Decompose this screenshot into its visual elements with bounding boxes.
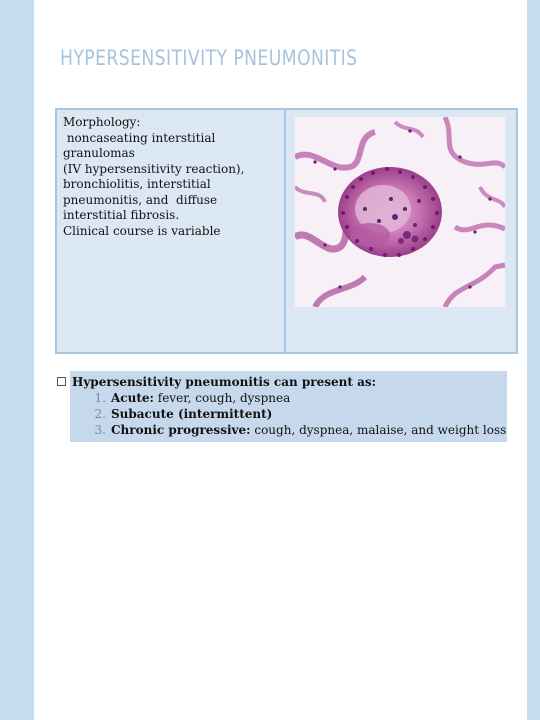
- morphology-cell: [57, 110, 286, 352]
- morphology-line: granulomas: [63, 146, 135, 160]
- bullet-box-icon: [57, 377, 66, 386]
- morphology-line: pneumonitis, and diffuse: [63, 192, 218, 207]
- list-number: 2.: [94, 407, 106, 421]
- morphology-line: (IV hypersensitivity reaction),: [63, 161, 245, 176]
- presentation-list: [70, 371, 507, 442]
- list-item: [70, 406, 507, 422]
- list-number: 3.: [94, 423, 106, 437]
- morphology-line: noncaseating interstitial: [63, 130, 216, 145]
- morphology-line: interstitial fibrosis.: [63, 208, 180, 222]
- list-term: Chronic progressive:: [111, 423, 251, 437]
- list-number: 1.: [94, 391, 106, 405]
- right-accent-bar: [527, 0, 540, 720]
- list-lead: Hypersensitivity pneumonitis can present as:: [72, 375, 377, 389]
- image-cell: [286, 110, 516, 352]
- morphology-line: bronchiolitis, interstitial: [63, 177, 211, 191]
- list-term: Acute:: [111, 391, 154, 405]
- list-text: fever, cough, dyspnea: [153, 391, 291, 405]
- histology-micrograph: [295, 117, 505, 307]
- histology-image: [295, 117, 505, 307]
- content-table: [55, 108, 518, 354]
- list-text: cough, dyspnea, malaise, and weight loss: [250, 423, 507, 437]
- list-term: Subacute (intermittent): [111, 407, 273, 421]
- left-accent-bar: [0, 0, 34, 720]
- list-item: [70, 390, 507, 406]
- morphology-line: Clinical course is variable: [63, 223, 221, 238]
- morphology-line: Morphology:: [63, 115, 141, 129]
- list-item: [70, 422, 507, 438]
- slide-title: HYPERSENSITIVITY PNEUMONITIS: [60, 46, 358, 70]
